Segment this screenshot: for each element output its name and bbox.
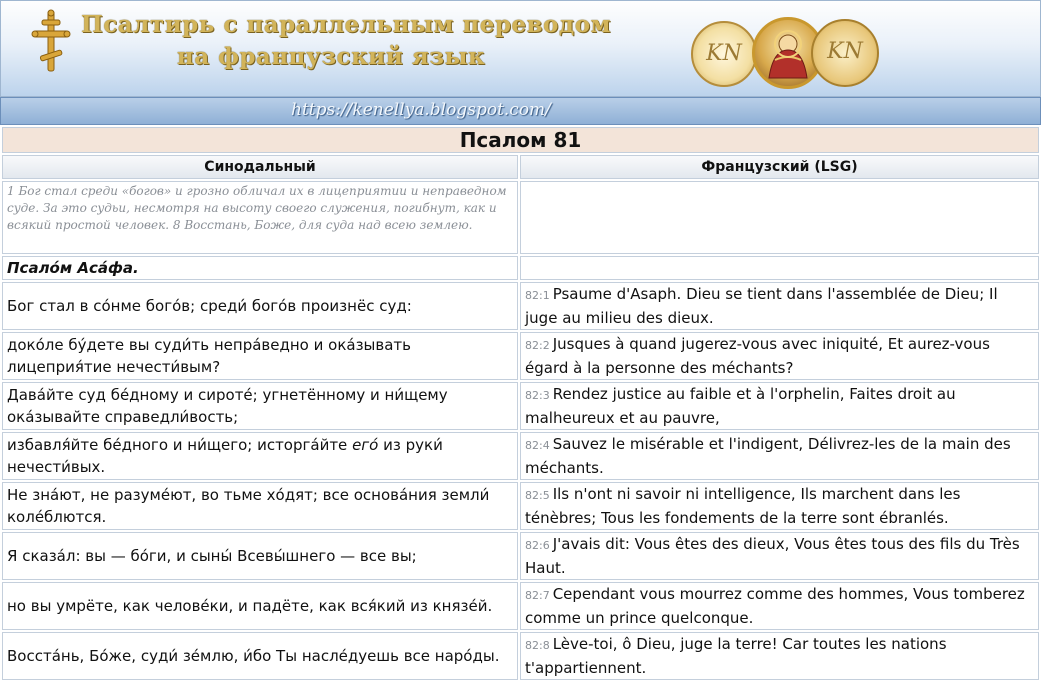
- psalm-summary-empty: [520, 181, 1039, 254]
- verse-ru-part: из руки́ нечести́вых.: [7, 436, 443, 476]
- verse-fr: [520, 482, 1039, 530]
- verse-fr: [520, 632, 1039, 680]
- verse-number: 82:7: [525, 589, 550, 602]
- kn-logo-left-text: KN: [706, 41, 742, 66]
- verse-ru: Я сказа́л: вы — бо́ги, и сыны́ Всевы́шнего — все вы;: [2, 532, 518, 580]
- verse-fr: [520, 582, 1039, 630]
- orthodox-cross-icon: [31, 9, 71, 73]
- verse-fr-text: Psaume d'Asaph. Dieu se tient dans l'assemblée de Dieu; Il juge au milieu des dieux.: [525, 285, 998, 327]
- kn-logo-right[interactable]: [811, 19, 879, 87]
- verse-row: [2, 332, 1039, 380]
- verse-row: [2, 632, 1039, 680]
- verse-fr: [520, 382, 1039, 430]
- kn-logo-right-text: KN: [827, 39, 863, 64]
- verse-fr: [520, 282, 1039, 330]
- verse-number: 82:2: [525, 339, 550, 352]
- verse-number: 82:8: [525, 639, 550, 652]
- verse-fr-text: Cependant vous mourrez comme des hommes, Vous tomberez comme un prince quelconque.: [525, 585, 1025, 627]
- verse-fr-text: Ils n'ont ni savoir ni intelligence, Ils marchent dans les ténèbres; Tous les fondements de la terre sont ébranlés.: [525, 485, 961, 527]
- psalm-title: Псалом 81: [2, 127, 1039, 153]
- url-bar: [0, 97, 1041, 125]
- verse-ru-italic: его́: [352, 436, 379, 454]
- verse-number: 82:5: [525, 489, 550, 502]
- column-header-synodal: Синодальный: [2, 155, 518, 179]
- verse-row: [2, 532, 1039, 580]
- verse-fr-text: J'avais dit: Vous êtes des dieux, Vous êtes tous des fils du Très Haut.: [525, 535, 1020, 577]
- verse-fr: [520, 332, 1039, 380]
- header-banner: [0, 0, 1041, 97]
- verse-fr-text: Lève-toi, ô Dieu, juge la terre! Car toutes les nations t'appartiennent.: [525, 635, 947, 677]
- verse-fr-text: Rendez justice au faible et à l'orphelin, Faites droit au malheureux et au pauvre,: [525, 385, 956, 427]
- blog-url-link[interactable]: https://kenellya.blogspot.com/: [291, 100, 551, 120]
- psalm-superscription: Псало́м Аса́фа.: [2, 256, 518, 280]
- verse-row: [2, 382, 1039, 430]
- verse-number: 82:6: [525, 539, 550, 552]
- verse-ru: Бог стал в со́нме бого́в; среди́ бого́в произнёс суд:: [2, 282, 518, 330]
- verse-fr: [520, 532, 1039, 580]
- verse-fr-text: Jusques à quand jugerez-vous avec iniquité, Et aurez-vous égard à la personne des méchants?: [525, 335, 990, 377]
- header-title-line-1: Псалтирь с параллельным переводом: [81, 11, 612, 38]
- verse-ru: Восста́нь, Бо́же, суди́ зе́млю, и́бо Ты насле́дуешь все наро́ды.: [2, 632, 518, 680]
- verse-ru: Дава́йте суд бе́дному и сироте́; угнетённому и ни́щему ока́зывайте справедли́вость;: [2, 382, 518, 430]
- verse-number: 82:1: [525, 289, 550, 302]
- verse-ru: Не зна́ют, не разуме́ют, во тьме хо́дят; все основа́ния земли́ коле́блются.: [2, 482, 518, 530]
- verse-ru-part: избавля́йте бе́дного и ни́щего; исторга́йте: [7, 436, 353, 454]
- psalm-summary: 1 Бог стал среди «богов» и грозно обличал их в лицеприятии и неправедном суде. За это судьи, несмотря на высоту своего служения, погибнут, как и всякий простой человек. 8 Восстань, Боже, для суда над всею землею.: [2, 181, 518, 254]
- verse-ru: доко́ле бу́дете вы суди́ть непра́ведно и ока́зывать лицеприя́тие нечести́вым?: [2, 332, 518, 380]
- verse-row: [2, 582, 1039, 630]
- verse-ru: [2, 432, 518, 480]
- verse-number: 82:3: [525, 389, 550, 402]
- column-header-french: Французский (LSG): [520, 155, 1039, 179]
- verse-row: [2, 282, 1039, 330]
- psalm-superscription-empty: [520, 256, 1039, 280]
- psalm-table: [0, 125, 1041, 682]
- verse-number: 82:4: [525, 439, 550, 452]
- verse-fr: [520, 432, 1039, 480]
- verse-row: [2, 432, 1039, 480]
- header-title-line-2: на французский язык: [176, 43, 486, 70]
- verse-ru: но вы умрёте, как челове́ки, и падёте, как вся́кий из князе́й.: [2, 582, 518, 630]
- verse-fr-text: Sauvez le misérable et l'indigent, Délivrez-les de la main des méchants.: [525, 435, 1011, 477]
- verse-row: [2, 482, 1039, 530]
- kn-logo-left[interactable]: [691, 21, 757, 87]
